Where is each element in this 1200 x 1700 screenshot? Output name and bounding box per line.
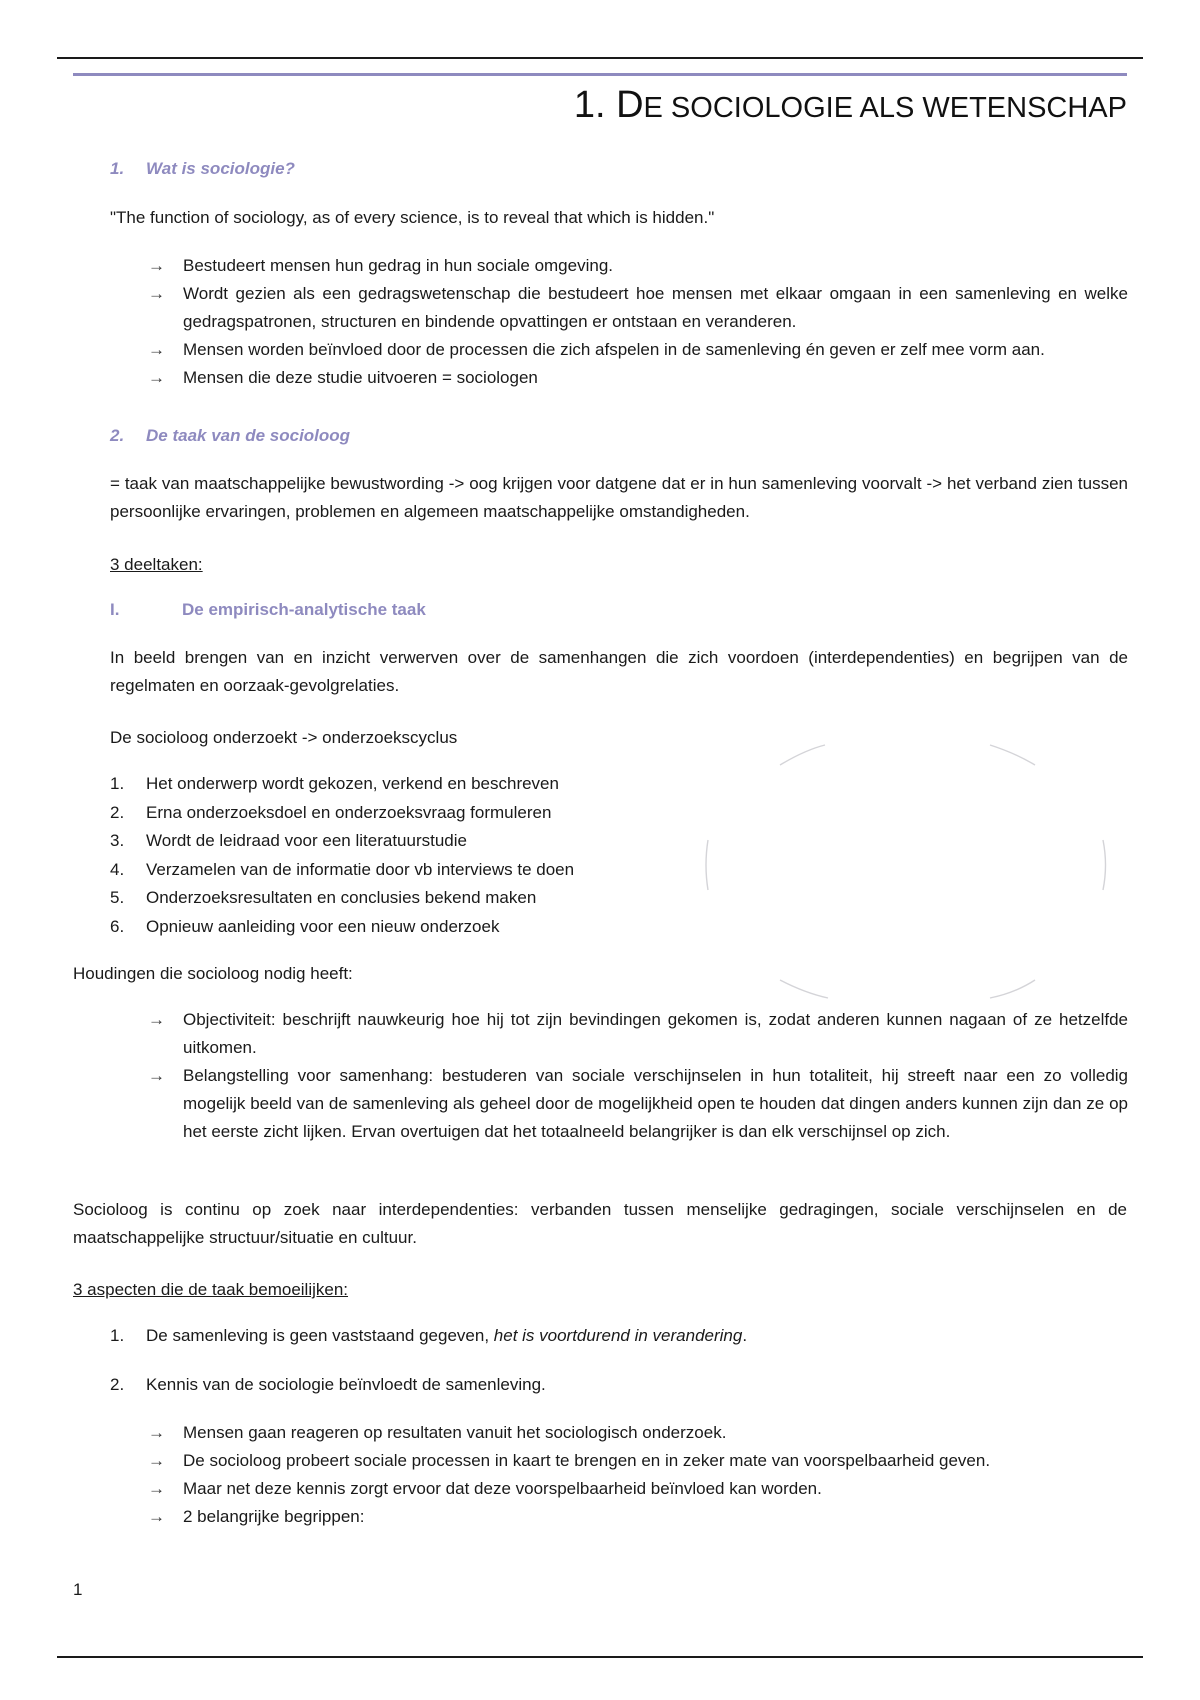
arrow-right-icon: → [148,1423,165,1442]
arrow-right-icon: → [148,1451,165,1470]
cycle-arc [990,745,1035,765]
arrow-right-icon: → [148,1507,165,1526]
arrow-right-icon: → [148,1066,165,1085]
list-item: 4. Verzamelen van de informatie door vb interviews te doen [110,859,575,879]
interdependenties-text: Socioloog is continu op zoek naar interdependenties: verbanden tussen menselijke gedragingen, sociale verschijnselen en de maatschappelijke structuur/situatie en cultuur. [73,1200,1127,1247]
houdingen-intro: Houdingen die socioloog nodig heeft: [73,964,353,983]
list-item: → Wordt gezien als een gedragswetenschap die bestudeert hoe mensen met elkaar omgaan in een samenleving en welke gedragspatronen, structuren en bindende opvattingen er ontstaan en veranderen. [110,280,1128,336]
deeltaken-label: 3 deeltaken: [110,555,203,574]
list-item: → Maar net deze kennis zorgt ervoor dat deze voorspelbaarheid beïnvloed kan worden. [110,1475,1128,1503]
subheading-empirisch-analytisch: I. De empirisch-analytische taak [110,600,426,619]
empirisch-text: In beeld brengen van en inzicht verwerven over de samenhangen die zich voordoen (interdependenties) en begrijpen van de regelmaten en oorzaak-gevolgrelaties. [110,648,1128,695]
list-item: → 2 belangrijke begrippen: [110,1503,1128,1531]
list-item: → Mensen worden beïnvloed door de processen die zich afspelen in de samenleving én geven er zelf mee vorm aan. [110,336,1128,364]
page-number: 1 [73,1580,83,1599]
title-accent-rule [73,73,1127,76]
list-item: 5. Onderzoeksresultaten en conclusies bekend maken [110,888,537,907]
list-item: 2. Erna onderzoeksdoel en onderzoeksvraag formuleren [110,802,552,822]
sociology-quote: "The function of sociology, as of every science, is to reveal that which is hidden." [110,208,715,227]
list-item: 6. Opnieuw aanleiding voor een nieuw onderzoek [110,916,500,936]
aspect-2: 2. Kennis van de sociologie beïnvloedt de samenleving. [110,1375,546,1394]
arrow-right-icon: → [148,340,165,359]
section-heading-wat-is-sociologie: 1. Wat is sociologie? [110,159,295,178]
list-item: 3. Wordt de leidraad voor een literatuurstudie [110,831,467,850]
aspect-1: 1. De samenleving is geen vaststaand gegeven, het is voortdurend in verandering. [110,1326,748,1345]
arrow-right-icon: → [148,256,165,275]
section1-bullets [110,252,1128,392]
taak-intro: = taak van maatschappelijke bewustwording -> oog krijgen voor datgene dat er in hun samenleving voorvalt -> het verband zien tussen persoonlijke ervaringen, problemen en algemeen maatschappelijke omstandigheden. [110,474,1128,521]
aspect2-bullets [110,1419,1128,1531]
list-item: → Belangstelling voor samenhang: bestuderen van sociale verschijnselen in hun totaliteit, hij streeft naar een zo volledig mogelijk beeld van de samenleving als geheel door de mogelijkheid open te houden dat dingen anders kunnen zijn dan ze op het eerste zicht lijken. Ervan overtuigen dat het totaalneeld belangrijker is dan elk verschijnsel op zich. [110,1062,1128,1146]
chapter-title: 1. DE SOCIOLOGIE ALS WETENSCHAP [573,84,1127,126]
arrow-right-icon: → [148,368,165,387]
houdingen-bullets [110,1006,1128,1146]
list-item: 1. Het onderwerp wordt gekozen, verkend en beschreven [110,774,559,793]
arrow-right-icon: → [148,1010,165,1029]
list-item: → Mensen die deze studie uitvoeren = sociologen [110,364,1128,392]
aspecten-label: 3 aspecten die de taak bemoeilijken: [73,1280,349,1299]
section-heading-taak-socioloog: 2. De taak van de socioloog [110,426,351,445]
arrow-right-icon: → [148,284,165,303]
arrow-right-icon: → [148,1479,165,1498]
list-item: → Mensen gaan reageren op resultaten vanuit het sociologisch onderzoek. [110,1419,1128,1447]
research-cycle-steps [110,770,670,941]
top-rule [57,57,1143,59]
cycle-arc [1103,840,1106,890]
cycle-arc [706,840,708,890]
list-item: → Bestudeert mensen hun gedrag in hun sociale omgeving. [110,252,1128,280]
cycle-intro: De socioloog onderzoekt -> onderzoekscyclus [110,728,458,747]
bottom-rule [57,1656,1143,1658]
cycle-arc [780,745,825,765]
list-item: → De socioloog probeert sociale processen in kaart te brengen en in zeker mate van voorspelbaarheid geven. [110,1447,1128,1475]
list-item: → Objectiviteit: beschrijft nauwkeurig hoe hij tot zijn bevindingen gekomen is, zodat anderen kunnen nagaan of ze hetzelfde uitkomen. [110,1006,1128,1062]
